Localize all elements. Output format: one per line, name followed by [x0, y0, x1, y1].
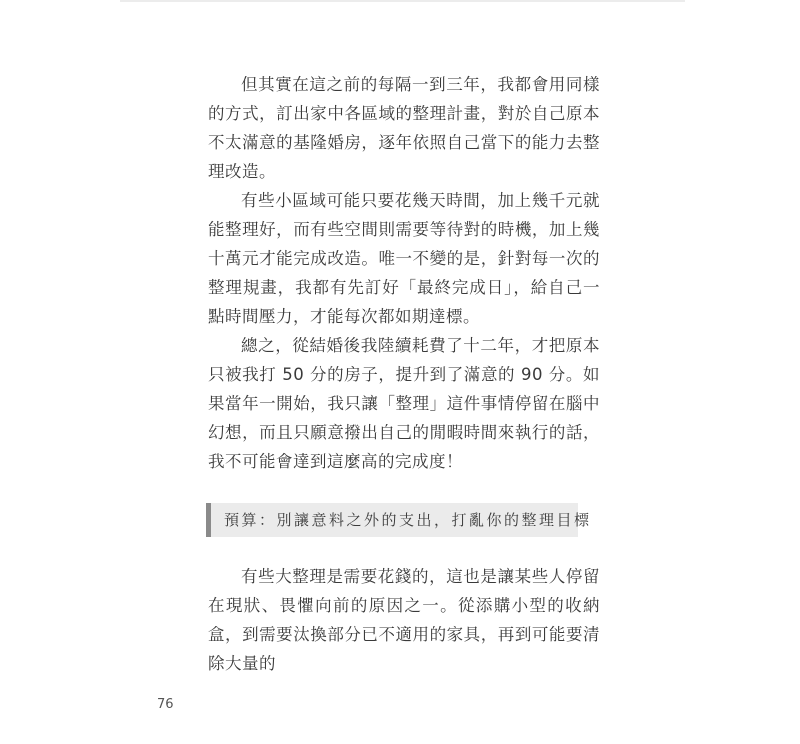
paragraph: 有些大整理是需要花錢的，這也是讓某些人停留在現狀、畏懼向前的原因之一。從添購小型的收納盒，到需要汰換部分已不適用的家具，再到可能要清除大量的: [208, 567, 600, 673]
page-top-edge: [120, 0, 685, 2]
body-text-bottom: [208, 562, 600, 678]
section-heading: 預算：別讓意料之外的支出，打亂你的整理目標: [224, 511, 592, 529]
paragraph: 有些小區域可能只要花幾天時間，加上幾千元就能整理好，而有些空間則需要等待對的時機，加上幾十萬元才能完成改造。唯一不變的是，針對每一次的整理規畫，我都有先訂好「最終完成日」，給自己一點時間壓力，才能每次都如期達標。: [208, 191, 600, 326]
paragraph: 總之，從結婚後我陸續耗費了十二年，才把原本只被我打 50 分的房子，提升到了滿意的 90 分。如果當年一開始，我只讓「整理」這件事情停留在腦中幻想，而且只願意撥出自己的閒暇時間來執行的話，我不可能會達到這麼高的完成度！: [208, 336, 600, 471]
body-text-top: [208, 70, 600, 476]
section-heading-bar: [206, 503, 592, 537]
paragraph: 但其實在這之前的每隔一到三年，我都會用同樣的方式，訂出家中各區域的整理計畫，對於自己原本不太滿意的基隆婚房，逐年依照自己當下的能力去整理改造。: [208, 75, 600, 181]
page-number: 76: [157, 697, 174, 712]
